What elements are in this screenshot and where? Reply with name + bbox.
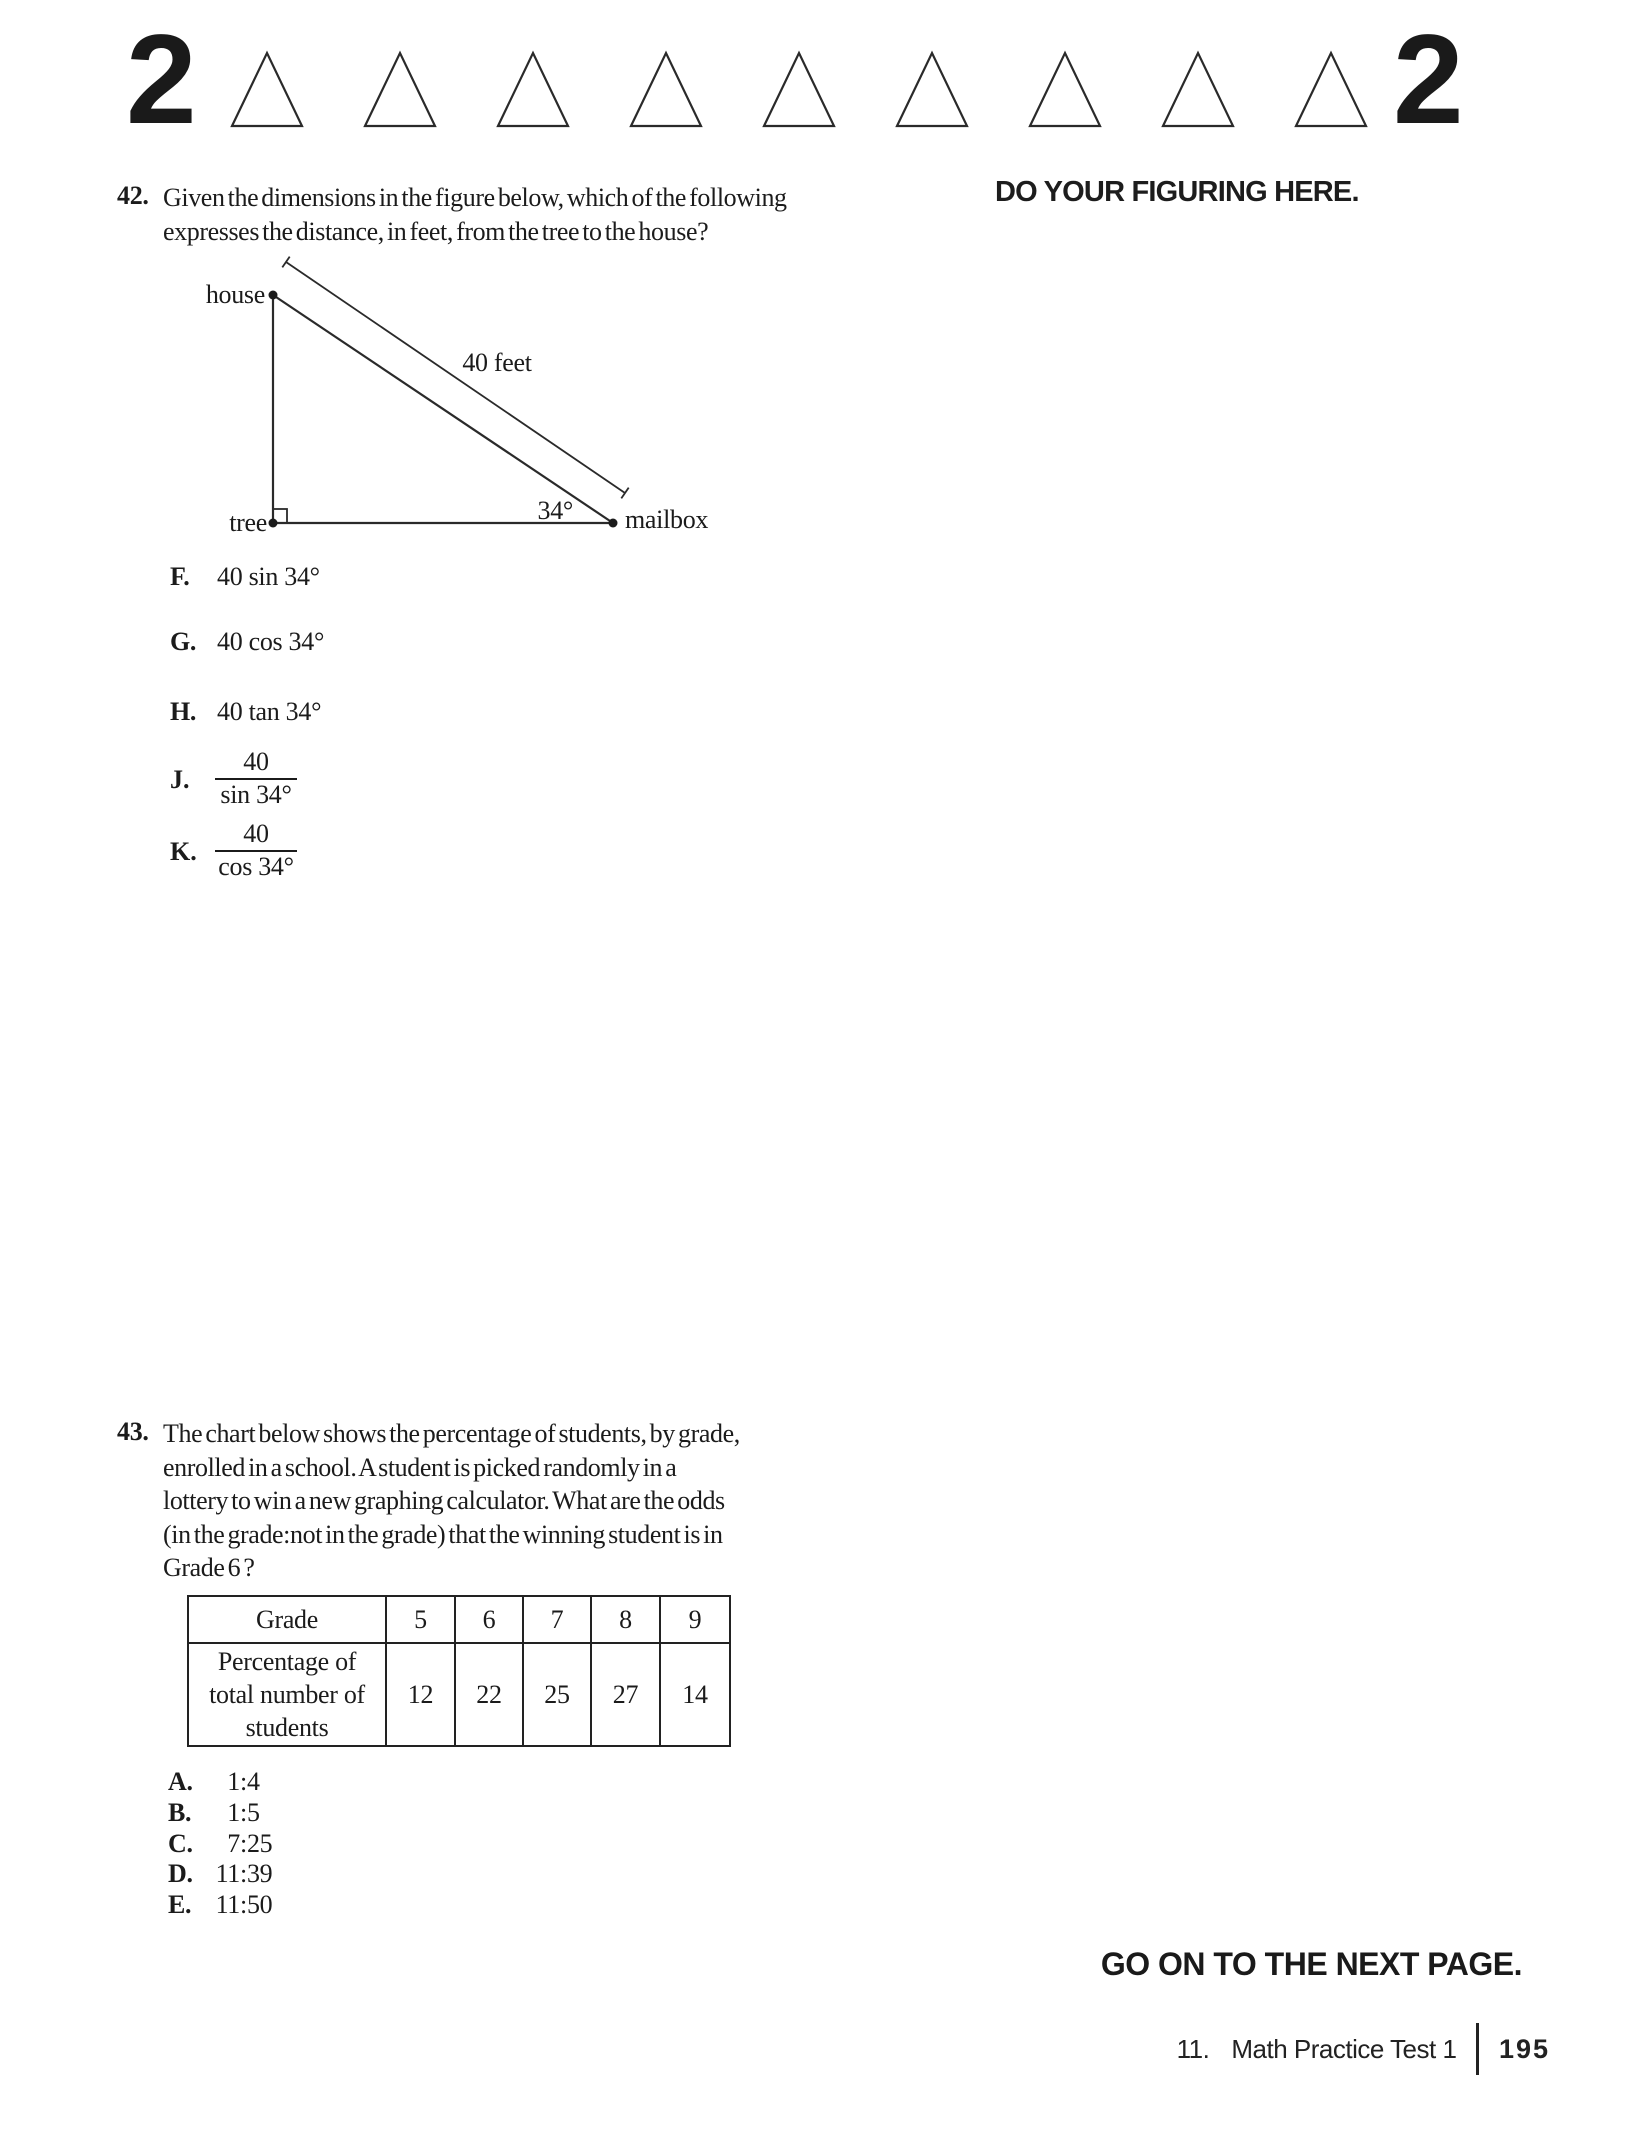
triangle-figure [170,250,770,560]
odds-right: 25 [246,1829,273,1858]
question-42-line: Given the dimensions in the figure below, which of the following [163,183,787,212]
question-42-line: expresses the distance, in feet, from the tree to the house? [163,216,709,246]
option-H [170,697,321,727]
odds-left: 11 [215,1859,240,1888]
option-G-label: G. [170,627,197,656]
table-header-cell: 7 [522,1597,590,1642]
grade-percentage-table [187,1595,731,1747]
option-F-value: 40 sin 34° [217,562,320,591]
option-J-label: J. [170,765,190,794]
tree-label: tree [229,508,267,537]
triangle-icon [897,53,967,126]
figure-hypotenuse [273,295,613,523]
option-C [168,1829,272,1859]
option-K-label: K. [170,837,197,866]
option-A [168,1767,260,1797]
option-E [168,1890,272,1920]
table-header-cell: 5 [385,1597,454,1642]
table-value-cell: 12 [385,1642,454,1745]
option-D-label: D. [168,1859,193,1888]
odds-left: 1 [227,1767,240,1796]
option-B [168,1798,260,1828]
table-header-cell: 8 [590,1597,659,1642]
triangle-icon-row [232,53,1366,126]
fraction-denominator: cos 34° [218,852,294,881]
option-B-label: B. [168,1798,192,1827]
triangle-icon [1030,53,1100,126]
option-G [170,627,324,657]
option-H-value: 40 tan 34° [217,697,322,726]
question-43-text [163,1417,853,1585]
tree-point [269,519,278,528]
option-G-value: 40 cos 34° [217,627,325,656]
triangle-icon [365,53,435,126]
odds-separator: : [240,1890,247,1919]
question-42-text [163,181,853,248]
footer-divider [1476,2023,1479,2075]
section-number-left: 2 [126,8,197,150]
section-number-right: 2 [1393,8,1464,150]
table-value-cell: 22 [454,1642,522,1745]
hypotenuse-length-label: 40 feet [462,348,532,377]
mailbox-label: mailbox [625,505,709,534]
question-42-number: 42. [117,181,149,210]
option-H-label: H. [170,697,197,726]
fraction-numerator: 40 [243,747,269,776]
option-E-label: E. [168,1890,192,1919]
question-43-line: The chart below shows the percentage of students, by grade, [163,1419,740,1448]
question-43-line: Grade 6 ? [163,1553,255,1582]
option-A-label: A. [168,1767,193,1796]
triangle-icon [764,53,834,126]
question-43-line: (in the grade:not in the grade) that the winning student is in [163,1519,723,1549]
table-header-cell: 6 [454,1597,522,1642]
odds-right: 5 [246,1798,260,1827]
question-43-number: 43. [117,1417,149,1446]
question-43-line: lottery to win a new graphing calculator. What are the odds [163,1486,725,1515]
table-value-cell: 27 [590,1642,659,1745]
fraction-numerator: 40 [243,819,269,848]
odds-separator: : [240,1829,247,1858]
figuring-note: DO YOUR FIGURING HERE. [995,176,1359,208]
mailbox-point [609,519,618,528]
option-C-label: C. [168,1829,193,1858]
option-J-value [215,747,297,809]
page-header [0,0,1640,150]
table-header-grade: Grade [255,1604,318,1634]
angle-label: 34° [537,496,573,525]
odds-separator: : [240,1767,247,1796]
odds-right: 50 [246,1890,273,1919]
page-footer [1177,2022,1550,2076]
dimension-line [286,262,625,493]
option-K-value [215,819,297,881]
odds-left: 11 [215,1890,240,1919]
fraction-denominator: sin 34° [220,780,292,809]
triangle-icon [1163,53,1233,126]
table-header-cell: 9 [659,1597,729,1642]
odds-left: 7 [227,1829,240,1858]
footer-page-number: 195 [1498,2033,1550,2064]
table-row-label: Percentage of total number of students [189,1642,385,1745]
house-point [269,291,278,300]
triangle-icon [232,53,302,126]
odds-separator: : [240,1798,247,1827]
odds-right: 4 [246,1767,260,1796]
question-43-line: enrolled in a school. A student is picked randomly in a [163,1452,677,1482]
table-value-cell: 14 [659,1642,729,1745]
table-value-cell: 25 [522,1642,590,1745]
odds-right: 39 [246,1859,273,1888]
triangle-icon [631,53,701,126]
triangle-icon [1296,53,1366,126]
odds-separator: : [240,1859,247,1888]
triangle-icon [498,53,568,126]
footer-title: Math Practice Test 1 [1231,2033,1457,2064]
dimension-tick [621,488,628,499]
footer-chapter: 11. [1176,2033,1210,2064]
option-F-label: F. [170,562,190,591]
dimension-tick [282,257,289,268]
option-F [170,562,320,592]
option-D [168,1859,272,1889]
odds-left: 1 [227,1798,240,1827]
go-on-instruction: GO ON TO THE NEXT PAGE. [1100,1946,1522,1982]
house-label: house [205,280,265,309]
